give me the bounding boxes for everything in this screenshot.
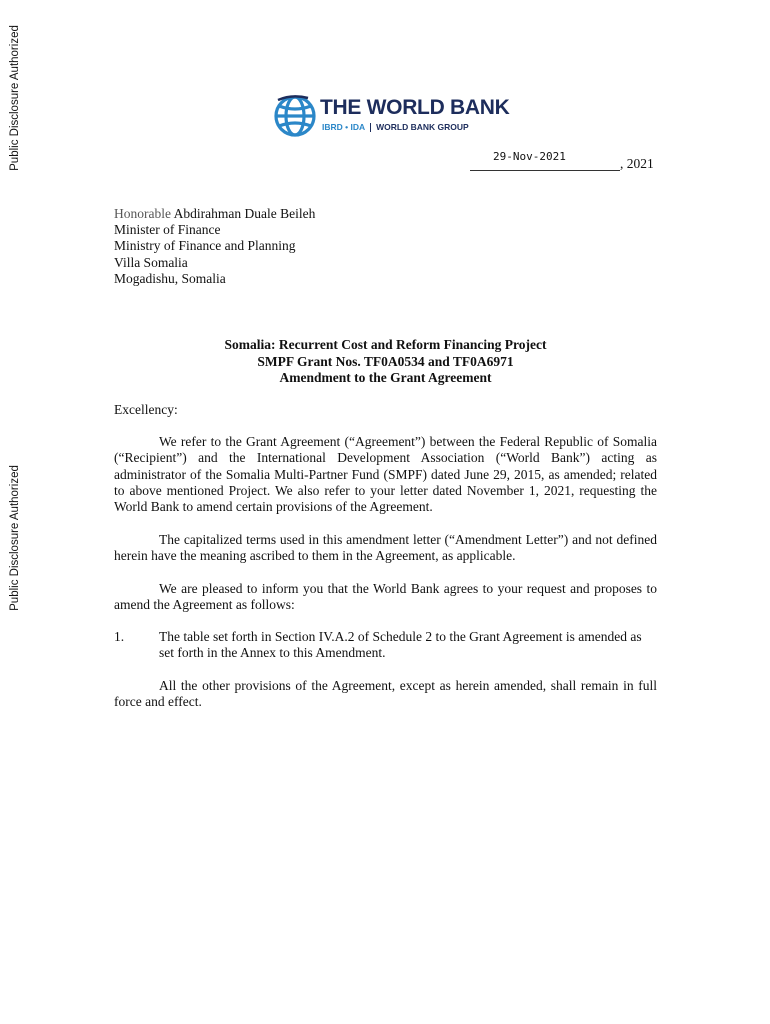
- disclosure-label-top: Public Disclosure Authorized: [9, 25, 21, 171]
- heading-grant-numbers: SMPF Grant Nos. TF0A0534 and TF0A6971: [257, 353, 514, 369]
- numbered-item-1: [114, 629, 657, 662]
- globe-icon: [272, 92, 318, 140]
- logo-group: WORLD BANK GROUP: [376, 122, 469, 132]
- paragraph-definitions: The capitalized terms used in this amendment letter (“Amendment Letter”) and not defined herein have the meaning ascribed to them in the Agreement, as applicable.: [114, 532, 657, 564]
- address-line: Villa Somalia: [114, 254, 188, 270]
- address-line: Mogadishu, Somalia: [114, 270, 226, 286]
- address-line: Ministry of Finance and Planning: [114, 238, 296, 254]
- paragraph-reference: We refer to the Grant Agreement (“Agreement”) between the Federal Republic of Somalia (“Recipient”) and the International Development Association (“World Bank”) acting as administrator of the Somalia Multi-Partner Fund (SMPF) dated June 29, 2015, as amended; related to above mentioned Project. We also refer to your letter dated November 1, 2021, requesting the World Bank to amend certain provisions of the Agreement.: [114, 434, 657, 515]
- recipient-name-line: [114, 206, 315, 222]
- recipient-name: Abdirahman Duale Beileh: [170, 206, 316, 221]
- date-year: , 2021: [620, 156, 654, 171]
- date-underline: [470, 159, 620, 171]
- logo-subtitle: [322, 122, 469, 132]
- logo-separator: [370, 123, 371, 132]
- paragraph-other-provisions: All the other provisions of the Agreement, except as herein amended, shall remain in full force and effect.: [114, 678, 657, 710]
- recipient-address: [114, 206, 315, 287]
- salutation: Excellency:: [114, 402, 178, 417]
- item-text: The table set forth in Section IV.A.2 of Schedule 2 to the Grant Agreement is amended as set forth in the Annex to this Amendment.: [159, 629, 642, 661]
- paragraph-agreement: We are pleased to inform you that the World Bank agrees to your request and proposes to amend the Agreement as follows:: [114, 581, 657, 613]
- logo-ibrd-ida: IBRD • IDA: [322, 122, 366, 132]
- heading-amendment: Amendment to the Grant Agreement: [279, 370, 492, 385]
- item-number: 1.: [114, 629, 125, 644]
- recipient-honorific: Honorable: [114, 206, 171, 221]
- logo-name: THE WORLD BANK: [320, 96, 510, 119]
- disclosure-label-middle: Public Disclosure Authorized: [9, 465, 21, 611]
- address-line: Minister of Finance: [114, 222, 221, 238]
- date-stamp: 29-Nov-2021: [493, 150, 566, 163]
- heading-project: Somalia: Recurrent Cost and Reform Financing Project: [224, 337, 547, 352]
- subject-heading: [114, 337, 657, 387]
